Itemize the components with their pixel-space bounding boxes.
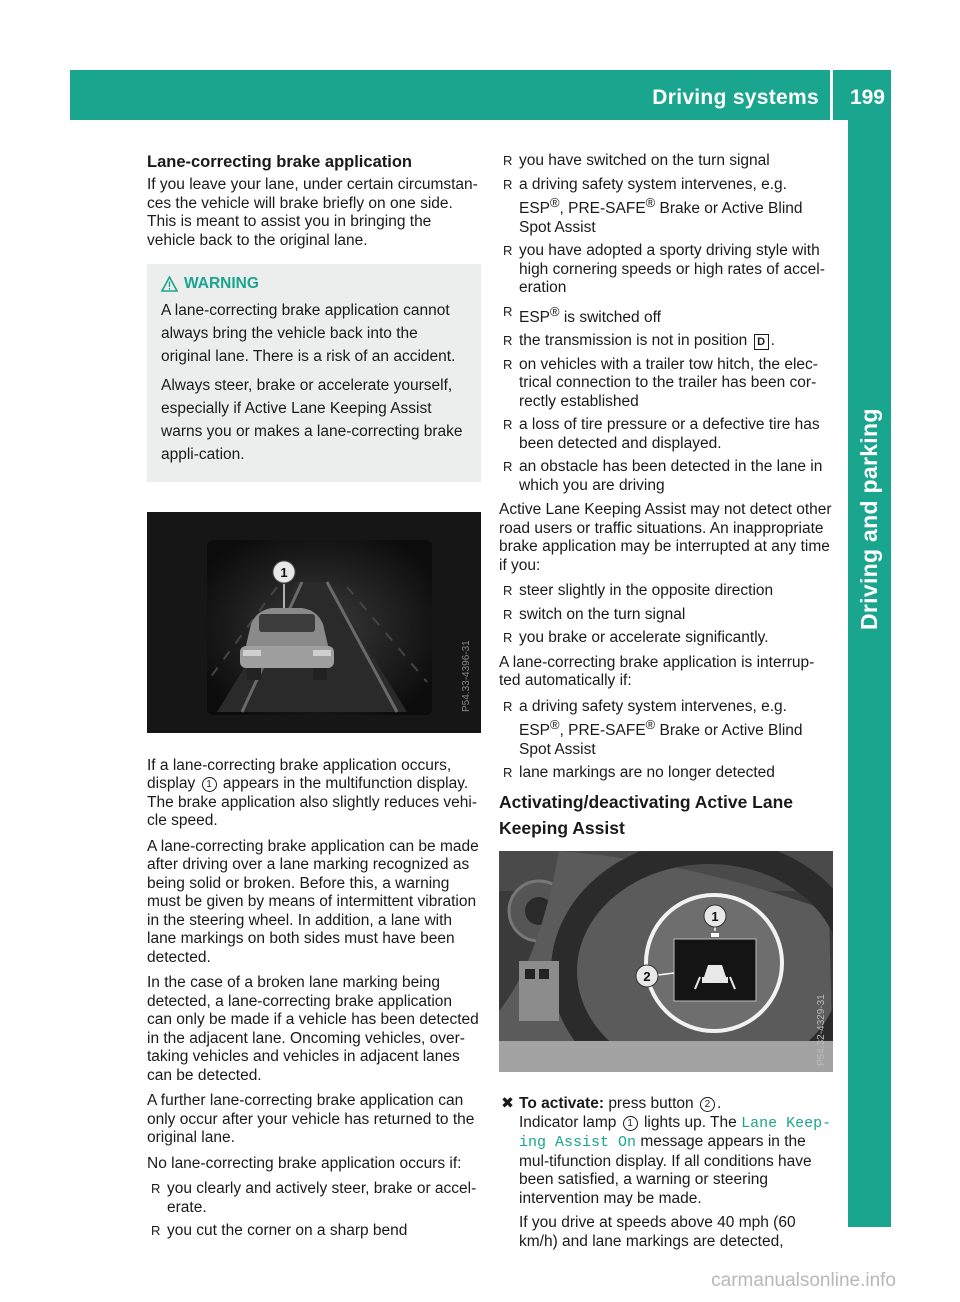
callout-ref-1: 1	[623, 1116, 638, 1131]
instruction-arrow-icon: ✖	[501, 1095, 514, 1113]
interrupt-list	[499, 582, 833, 648]
figure-code: P54.33-4396-31	[461, 640, 472, 712]
display-paragraph: If a lane-correcting brake application occurs, display 1 appears in the multifunction display. The brake application also slightly reduces vehi-cle speed.	[147, 756, 477, 829]
list-item: R you cut the corner on a sharp bend	[151, 1222, 408, 1239]
paragraph-interrupted: A lane-correcting brake application is interrup-ted automatically if:	[499, 653, 815, 690]
figure-code: P54.32-4329-31	[816, 994, 827, 1066]
page-number: 199	[849, 86, 885, 109]
list-item: R switch on the turn signal	[503, 605, 686, 623]
warning-triangle-icon	[161, 276, 178, 292]
list-item: R a loss of tire pressure or a defective tire has been detected and displayed.	[503, 416, 820, 452]
instruction-label: To activate:	[519, 1095, 604, 1113]
right-column	[499, 152, 833, 1251]
display-message: Lane Keep-ing Assist On	[519, 1114, 832, 1152]
warning-title	[161, 272, 467, 295]
heading-lane-correcting: Lane-correcting brake application	[147, 153, 412, 171]
steering-wheel-image	[499, 851, 833, 1072]
list-item: R a driving safety system intervenes, e.g. ESP®, PRE-SAFE® Brake or Active Blind Spot Assist	[503, 697, 803, 758]
callout-ref-2: 2	[700, 1097, 715, 1112]
paragraph-broken-marking: In the case of a broken lane marking being detected, a lane-correcting brake application can only be made if a vehicle has been detected in the adjacent lane. Oncoming vehicles, over-taking vehicles and vehicles in adjacent lanes can be detected.	[147, 974, 479, 1084]
header-divider	[830, 70, 833, 120]
warning-text-2: Always steer, brake or accelerate yourself, especially if Active Lane Keeping Assist warns you or makes a lane-correcting brake appli-cation.	[161, 377, 463, 463]
list-item: R you have adopted a sporty driving style with high cornering speeds or high rates of accel-eration	[503, 242, 825, 297]
paragraph-no-application: No lane-correcting brake application occurs if:	[147, 1154, 462, 1172]
heading-activating: Activating/deactivating Active Lane Keeping Assist	[499, 791, 794, 838]
gear-position-icon: D	[754, 334, 769, 350]
side-tab-marker	[848, 843, 891, 886]
intro-paragraph: If you leave your lane, under certain circumstan-ces the vehicle will brake briefly on one side. This is meant to assist you in bringing the vehicle back to the original lane.	[147, 176, 478, 249]
activation-instruction: ✖ To activate: press button 2 . Indicator lamp 1 lights up. The Lane Keep-ing Assist On message appears in the mul-tifunction display. If all conditions have been satisfied, a warning or steering intervention may be made. If you drive at speeds above 40 mph (60 km/h) and lane markings are detected,	[501, 1095, 832, 1250]
list-item: R ESP® is switched off	[503, 303, 661, 326]
list-item: R an obstacle has been detected in the lane in which you are driving	[503, 458, 823, 494]
list-item: R lane markings are no longer detected	[503, 764, 775, 782]
figure-steering-wheel-button	[499, 851, 833, 1078]
callout-1: 1	[280, 565, 288, 580]
left-column	[147, 152, 481, 1247]
list-item: R you have switched on the turn signal	[503, 152, 770, 169]
list-item: R you brake or accelerate significantly.	[503, 629, 769, 647]
list-item: R on vehicles with a trailer tow hitch, the elec-trical connection to the trailer has been cor-rectly established	[503, 355, 818, 410]
paragraph-may-not-detect: Active Lane Keeping Assist may not detect other road users or traffic situations. An inappropriate brake application may be interrupted at any time if you:	[499, 501, 832, 574]
list-item: R you clearly and actively steer, brake or accel-erate.	[151, 1180, 477, 1216]
lane-display-image	[147, 512, 481, 733]
figure-lane-correction-display	[147, 512, 481, 739]
auto-interrupt-list	[499, 698, 833, 783]
no-application-list	[147, 1180, 481, 1241]
callout-ref-1: 1	[202, 777, 217, 792]
callout-1: 1	[711, 908, 719, 924]
section-title: Driving systems	[652, 86, 819, 109]
side-tab-label: Driving and parking	[856, 408, 882, 630]
warning-text-1: A lane-correcting brake application cannot always bring the vehicle back into the original lane. There is a risk of an accident.	[161, 302, 456, 365]
speed-paragraph: If you drive at speeds above 40 mph (60 km/h) and lane markings are detected,	[519, 1214, 796, 1250]
warning-box	[147, 264, 481, 482]
list-item: R the transmission is not in position D .	[503, 332, 775, 350]
watermark: carmanualsonline.info	[711, 1270, 896, 1291]
callout-2: 2	[643, 968, 651, 984]
paragraph-further: A further lane-correcting brake application can only occur after your vehicle has returned to the original lane.	[147, 1092, 475, 1146]
warning-label: WARNING	[184, 275, 259, 292]
list-item: R steer slightly in the opposite direction	[503, 582, 774, 600]
header-bar	[70, 70, 891, 120]
conditions-list	[499, 152, 833, 495]
paragraph-can-be-made: A lane-correcting brake application can be made after driving over a lane marking recognized as being solid or broken. Before this, a warning must be given by means of intermittent vibration in the steering wheel. In addition, a lane with lane markings on both sides must have been detected.	[147, 837, 479, 966]
list-item: R a driving safety system intervenes, e.g. ESP®, PRE-SAFE® Brake or Active Blind Spot Assist	[503, 175, 803, 236]
